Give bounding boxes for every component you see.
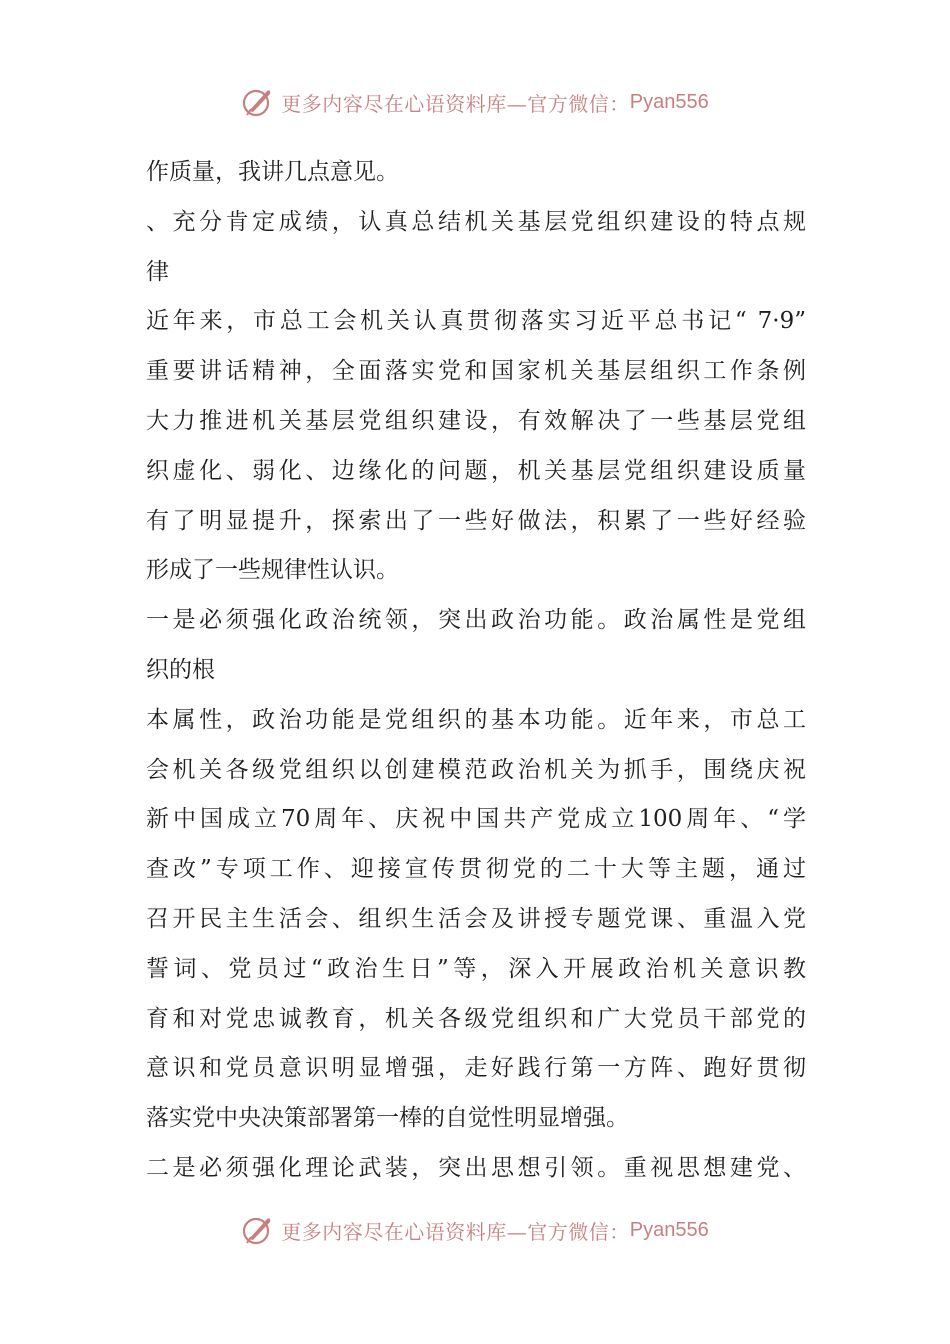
quill-logo-icon (241, 1213, 275, 1247)
banner-text: 更多内容尽在心语资料库—官方微信： (281, 1219, 630, 1244)
banner-text: 更多内容尽在心语资料库—官方微信： (281, 91, 630, 116)
text-line: 育和对党忠诚教育，机关各级党组织和广大党员干部党的 (146, 1005, 806, 1032)
text-line: 形成了一些规律性认识。 (146, 557, 399, 584)
footer-banner (0, 1210, 950, 1250)
text-line: 近年来，市总工会机关认真贯彻落实习近平总书记“ 7·9” (146, 308, 806, 335)
text-line: 本属性，政治功能是党组织的基本功能。近年来，市总工 (146, 706, 806, 733)
header-banner (0, 82, 950, 122)
text-line: 织虚化、弱化、边缘化的问题，机关基层党组织建设质量 (146, 457, 806, 484)
banner-wechat-id: Pyan556 (629, 1218, 709, 1241)
text-line: 、充分肯定成绩，认真总结机关基层党组织建设的特点规 (146, 208, 806, 235)
quill-logo-icon (241, 85, 275, 119)
text-line: 召开民主生活会、组织生活会及讲授专题党课、重温入党 (146, 905, 806, 932)
text-line: 有了明显提升，探索出了一些好做法，积累了一些好经验 (146, 507, 806, 534)
text-line: 二是必须强化理论武装，突出思想引领。重视思想建党、 (146, 1154, 806, 1181)
text-line: 大力推进机关基层党组织建设，有效解决了一些基层党组 (146, 407, 806, 434)
text-line: 作质量，我讲几点意见。 (146, 159, 399, 185)
text-line: 新中国成立70周年、庆祝中国共产党成立100周年、“学 (146, 806, 806, 833)
document-body (146, 148, 806, 1194)
text-line: 织的根 (146, 656, 215, 683)
text-line: 意识和党员意识明显增强，走好践行第一方阵、跑好贯彻 (146, 1055, 806, 1082)
text-line: 落实党中央决策部署第一棒的自觉性明显增强。 (146, 1105, 629, 1132)
text-line: 重要讲话精神，全面落实党和国家机关基层组织工作条例 (146, 358, 806, 385)
text-line: 誓词、党员过“政治生日”等，深入开展政治机关意识教 (146, 955, 806, 982)
text-line: 一是必须强化政治统领，突出政治功能。政治属性是党组 (146, 607, 806, 634)
text-line: 会机关各级党组织以创建模范政治机关为抓手，围绕庆祝 (146, 756, 806, 783)
banner-wechat-id: Pyan556 (629, 90, 709, 113)
text-line: 律 (146, 258, 169, 285)
text-line: 查改”专项工作、迎接宣传贯彻党的二十大等主题，通过 (146, 856, 806, 883)
